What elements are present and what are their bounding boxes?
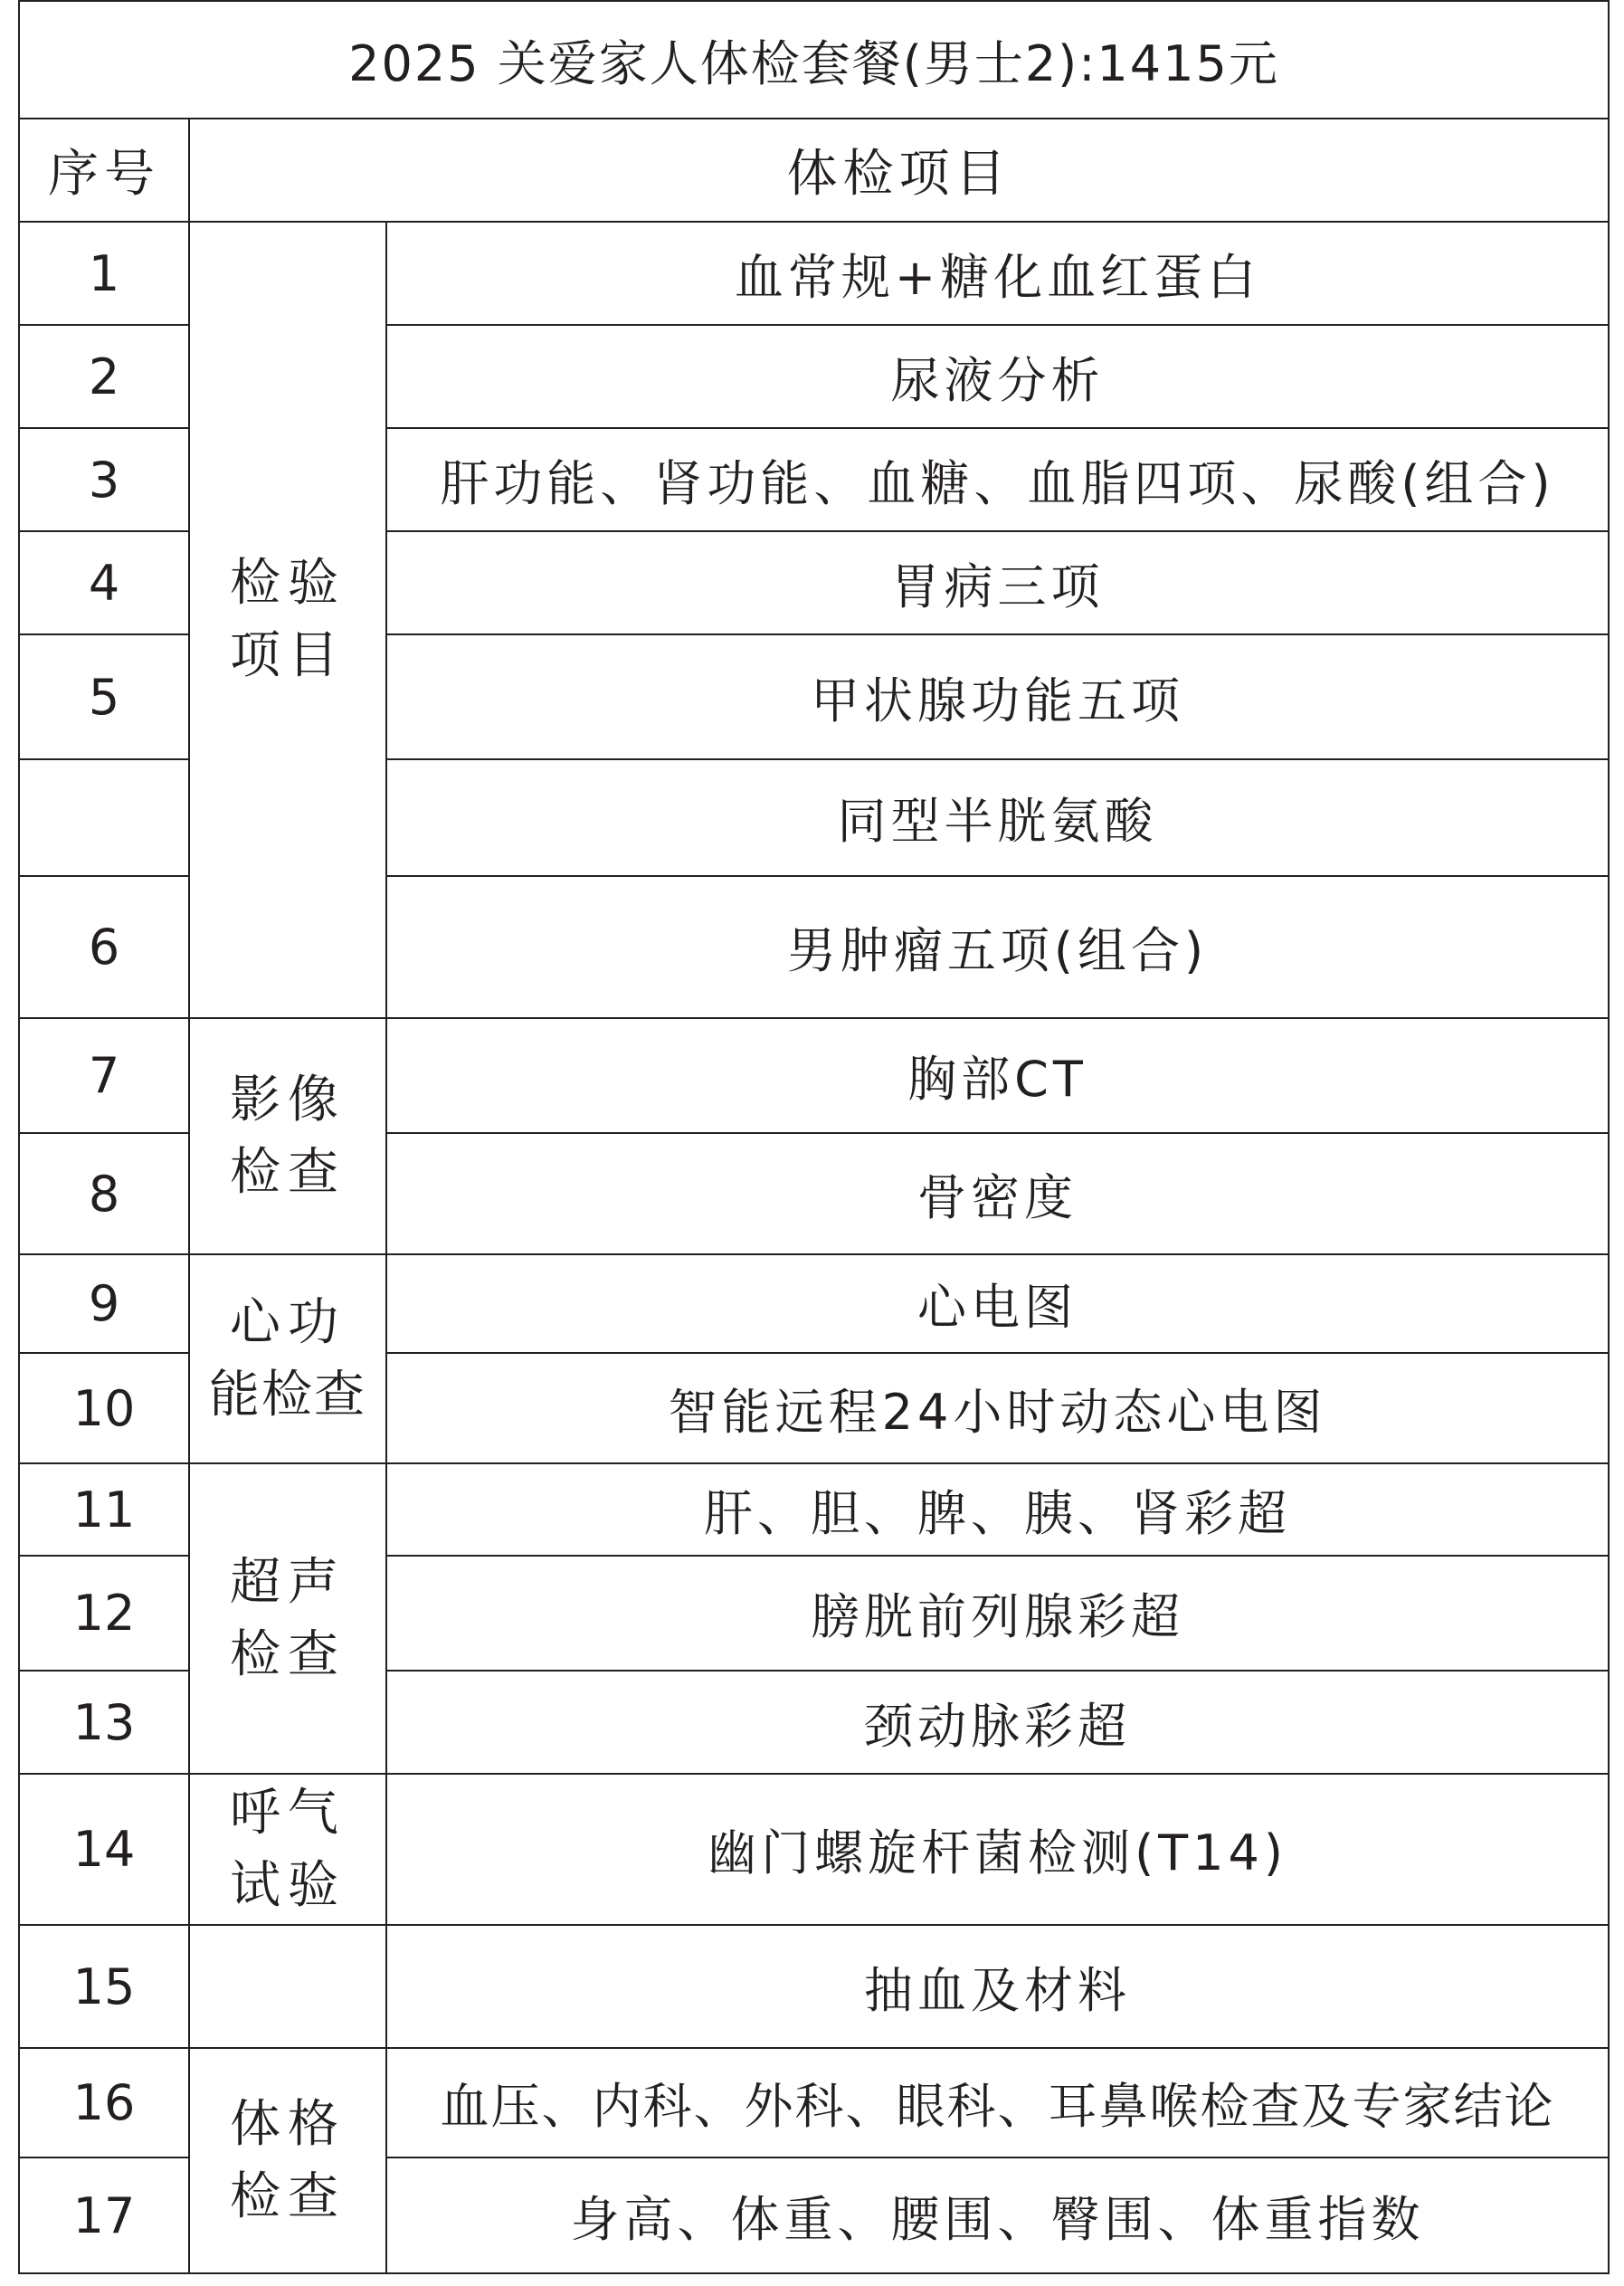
category-cardiac-line2: 能检查 xyxy=(209,1365,366,1424)
category-cardiac-line1: 心功 xyxy=(230,1292,346,1352)
category-ultrasound-line1: 超声 xyxy=(230,1552,346,1612)
row-number: 9 xyxy=(19,1254,189,1353)
header-row xyxy=(19,119,1609,222)
table-row xyxy=(19,2048,1609,2157)
category-imaging-line2: 检查 xyxy=(230,1142,346,1202)
row-number: 4 xyxy=(19,531,189,634)
header-seq: 序号 xyxy=(19,119,189,222)
category-cardiac xyxy=(189,1254,386,1463)
table-row xyxy=(19,1925,1609,2048)
category-breath-line1: 呼气 xyxy=(230,1783,346,1843)
row-item: 胸部CT xyxy=(386,1018,1609,1133)
row-item: 身高、体重、腰围、臀围、体重指数 xyxy=(386,2157,1609,2273)
row-number: 13 xyxy=(19,1671,189,1774)
category-ultrasound-line2: 检查 xyxy=(230,1624,346,1684)
category-lab-line1: 检验 xyxy=(230,554,346,613)
category-ultrasound xyxy=(189,1463,386,1774)
row-item: 膀胱前列腺彩超 xyxy=(386,1556,1609,1671)
row-number: 12 xyxy=(19,1556,189,1671)
row-item: 血常规+糖化血红蛋白 xyxy=(386,222,1609,325)
row-number: 5 xyxy=(19,634,189,759)
package-table xyxy=(18,0,1610,2274)
package-title: 2025 关爱家人体检套餐(男士2):1415元 xyxy=(19,1,1609,119)
category-physical-line2: 检查 xyxy=(230,2167,346,2226)
row-number: 11 xyxy=(19,1463,189,1556)
row-number xyxy=(19,759,189,876)
row-item: 抽血及材料 xyxy=(386,1925,1609,2048)
category-blank xyxy=(189,1925,386,2048)
category-breath xyxy=(189,1774,386,1925)
row-item: 心电图 xyxy=(386,1254,1609,1353)
category-physical xyxy=(189,2048,386,2273)
row-item: 智能远程24小时动态心电图 xyxy=(386,1353,1609,1463)
row-item: 肝功能、肾功能、血糖、血脂四项、尿酸(组合) xyxy=(386,428,1609,531)
table-row xyxy=(19,222,1609,325)
row-item: 胃病三项 xyxy=(386,531,1609,634)
row-item: 男肿瘤五项(组合) xyxy=(386,876,1609,1018)
category-physical-line1: 体格 xyxy=(230,2094,346,2154)
row-item: 尿液分析 xyxy=(386,325,1609,428)
row-item: 同型半胱氨酸 xyxy=(386,759,1609,876)
header-item: 体检项目 xyxy=(189,119,1609,222)
row-number: 16 xyxy=(19,2048,189,2157)
row-number: 2 xyxy=(19,325,189,428)
row-item: 颈动脉彩超 xyxy=(386,1671,1609,1774)
table-row xyxy=(19,1774,1609,1925)
row-item: 甲状腺功能五项 xyxy=(386,634,1609,759)
title-row xyxy=(19,1,1609,119)
row-number: 14 xyxy=(19,1774,189,1925)
row-number: 15 xyxy=(19,1925,189,2048)
category-breath-line2: 试验 xyxy=(230,1855,346,1915)
row-number: 17 xyxy=(19,2157,189,2273)
table-row xyxy=(19,1463,1609,1556)
row-number: 10 xyxy=(19,1353,189,1463)
row-number: 8 xyxy=(19,1133,189,1254)
category-lab xyxy=(189,222,386,1018)
row-item: 血压、内科、外科、眼科、耳鼻喉检查及专家结论 xyxy=(386,2048,1609,2157)
table-row xyxy=(19,1018,1609,1133)
row-item: 幽门螺旋杆菌检测(T14) xyxy=(386,1774,1609,1925)
row-number: 7 xyxy=(19,1018,189,1133)
category-imaging-line1: 影像 xyxy=(230,1070,346,1129)
row-number: 1 xyxy=(19,222,189,325)
row-number: 3 xyxy=(19,428,189,531)
row-item: 骨密度 xyxy=(386,1133,1609,1254)
category-imaging xyxy=(189,1018,386,1254)
row-number: 6 xyxy=(19,876,189,1018)
category-lab-line2: 项目 xyxy=(230,626,346,685)
row-item: 肝、胆、脾、胰、肾彩超 xyxy=(386,1463,1609,1556)
package-sheet xyxy=(18,0,1608,2272)
table-row xyxy=(19,1254,1609,1353)
